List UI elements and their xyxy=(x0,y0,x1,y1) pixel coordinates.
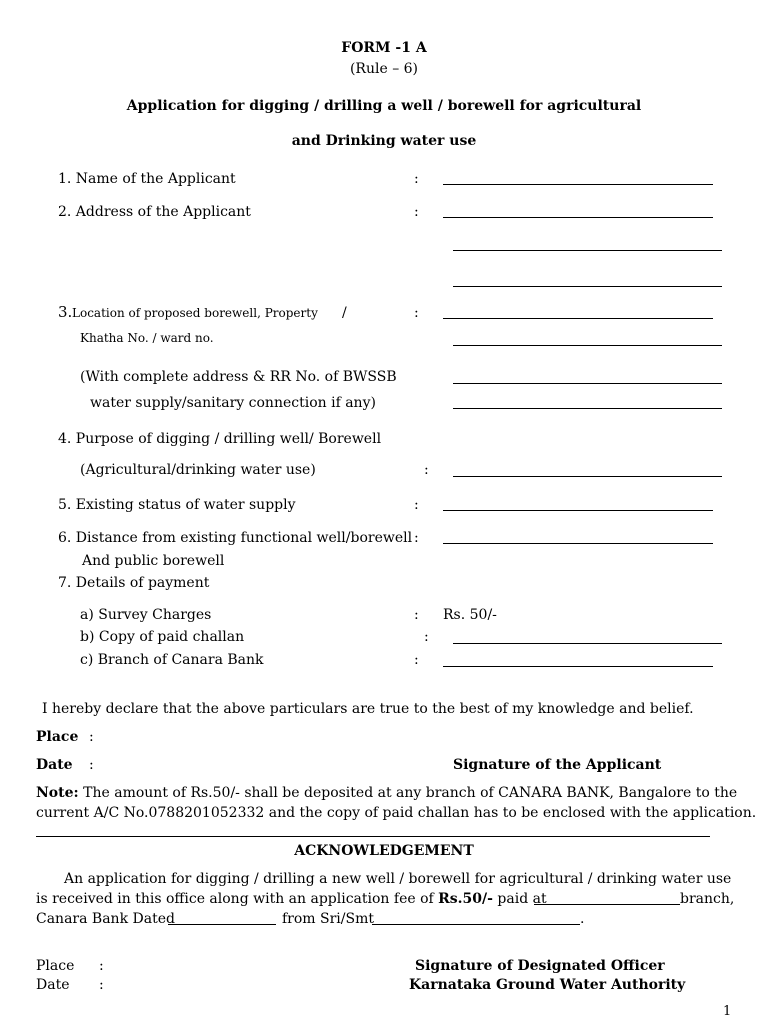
field-7a-value: Rs. 50/- xyxy=(443,607,497,623)
field-2-blank-1[interactable] xyxy=(443,217,713,218)
field-1-blank[interactable] xyxy=(443,184,713,185)
declaration-text: I hereby declare that the above particulars are true to the best of my knowledge and belief. xyxy=(42,701,694,717)
ack-name-blank[interactable] xyxy=(372,924,580,925)
ack-authority: Karnataka Ground Water Authority xyxy=(409,977,686,993)
field-3-slash: / xyxy=(342,305,347,321)
field-7c-colon: : xyxy=(414,652,419,668)
field-7b-label: b) Copy of paid challan xyxy=(80,629,245,645)
field-7c-blank[interactable] xyxy=(443,666,713,667)
field-5-colon: : xyxy=(414,497,419,513)
field-7c-label: c) Branch of Canara Bank xyxy=(80,652,264,668)
field-3-blank-4[interactable] xyxy=(453,408,722,409)
field-6-colon: : xyxy=(414,530,419,546)
ack-date-blank[interactable] xyxy=(168,924,276,925)
ack-line2-a: is received in this office along with an application fee of xyxy=(36,891,434,907)
place-colon: : xyxy=(89,729,94,745)
field-6-label-b: And public borewell xyxy=(82,553,225,569)
ack-fee: Rs.50/- xyxy=(438,891,493,907)
ack-branch-blank[interactable] xyxy=(534,904,680,905)
field-4-label-b: (Agricultural/drinking water use) xyxy=(80,462,316,478)
note-line2: current A/C No.0788201052332 and the copy of paid challan has to be enclosed with the application. xyxy=(36,805,757,821)
ack-line2-b: paid at xyxy=(497,891,547,907)
field-2-label: 2. Address of the Applicant xyxy=(58,204,251,220)
field-2-colon: : xyxy=(414,204,419,220)
field-7-label: 7. Details of payment xyxy=(58,575,210,591)
field-3-colon: : xyxy=(414,305,419,321)
ack-line3-b: from Sri/Smt xyxy=(282,911,374,927)
ack-place-colon: : xyxy=(99,958,104,974)
field-7b-colon: : xyxy=(424,629,429,645)
field-3-label-d: water supply/sanitary connection if any) xyxy=(90,395,376,411)
note-label: Note: xyxy=(36,785,79,801)
field-6-blank[interactable] xyxy=(443,543,713,544)
field-7a-label: a) Survey Charges xyxy=(80,607,212,623)
date-label: Date xyxy=(36,757,73,773)
field-3-blank-2[interactable] xyxy=(453,345,722,346)
field-7a-colon: : xyxy=(414,607,419,623)
field-3-label-c: (With complete address & RR No. of BWSSB xyxy=(80,369,397,385)
form-number: FORM -1 A xyxy=(341,40,427,56)
field-3-label-b: Khatha No. / ward no. xyxy=(80,331,214,345)
date-colon: : xyxy=(89,757,94,773)
place-label: Place xyxy=(36,729,79,745)
field-5-label: 5. Existing status of water supply xyxy=(58,497,296,513)
ack-line3-c: . xyxy=(580,911,585,927)
page-number: 1 xyxy=(723,1004,732,1019)
ack-date-colon: : xyxy=(99,977,104,993)
form-title-line2: and Drinking water use xyxy=(291,133,477,149)
field-5-blank[interactable] xyxy=(443,510,713,511)
ack-signature-officer: Signature of Designated Officer xyxy=(415,958,665,974)
ack-line2 xyxy=(36,891,547,907)
field-4-colon: : xyxy=(424,462,429,478)
divider-line xyxy=(36,836,710,837)
field-3-number: 3. xyxy=(58,303,73,321)
field-2-blank-2[interactable] xyxy=(453,250,722,251)
field-3-blank-1[interactable] xyxy=(443,318,713,319)
ack-title: ACKNOWLEDGEMENT xyxy=(294,843,474,859)
signature-applicant: Signature of the Applicant xyxy=(453,757,662,773)
field-3-blank-3[interactable] xyxy=(453,383,722,384)
field-3-label-a: Location of proposed borewell, Property xyxy=(72,306,318,320)
note-line1 xyxy=(36,785,736,801)
ack-line1: An application for digging / drilling a new well / borewell for agricultural / drinking water use xyxy=(64,871,732,887)
field-4-label-a: 4. Purpose of digging / drilling well/ Borewell xyxy=(58,431,382,447)
note-text-1: The amount of Rs.50/- shall be deposited at any branch of CANARA BANK, Bangalore to the xyxy=(83,785,738,801)
field-1-label: 1. Name of the Applicant xyxy=(58,171,236,187)
field-2-blank-3[interactable] xyxy=(453,286,722,287)
ack-line2-c: branch, xyxy=(680,891,735,907)
field-6-label-a: 6. Distance from existing functional well/borewell xyxy=(58,530,413,546)
rule-reference: (Rule – 6) xyxy=(349,61,419,77)
form-title-line1: Application for digging / drilling a well / borewell for agricultural xyxy=(126,98,642,114)
field-1-colon: : xyxy=(414,171,419,187)
ack-date-label: Date xyxy=(36,977,70,993)
field-4-blank[interactable] xyxy=(453,476,722,477)
field-7b-blank[interactable] xyxy=(453,643,722,644)
ack-line3-a: Canara Bank Dated xyxy=(36,911,175,927)
ack-place-label: Place xyxy=(36,958,75,974)
